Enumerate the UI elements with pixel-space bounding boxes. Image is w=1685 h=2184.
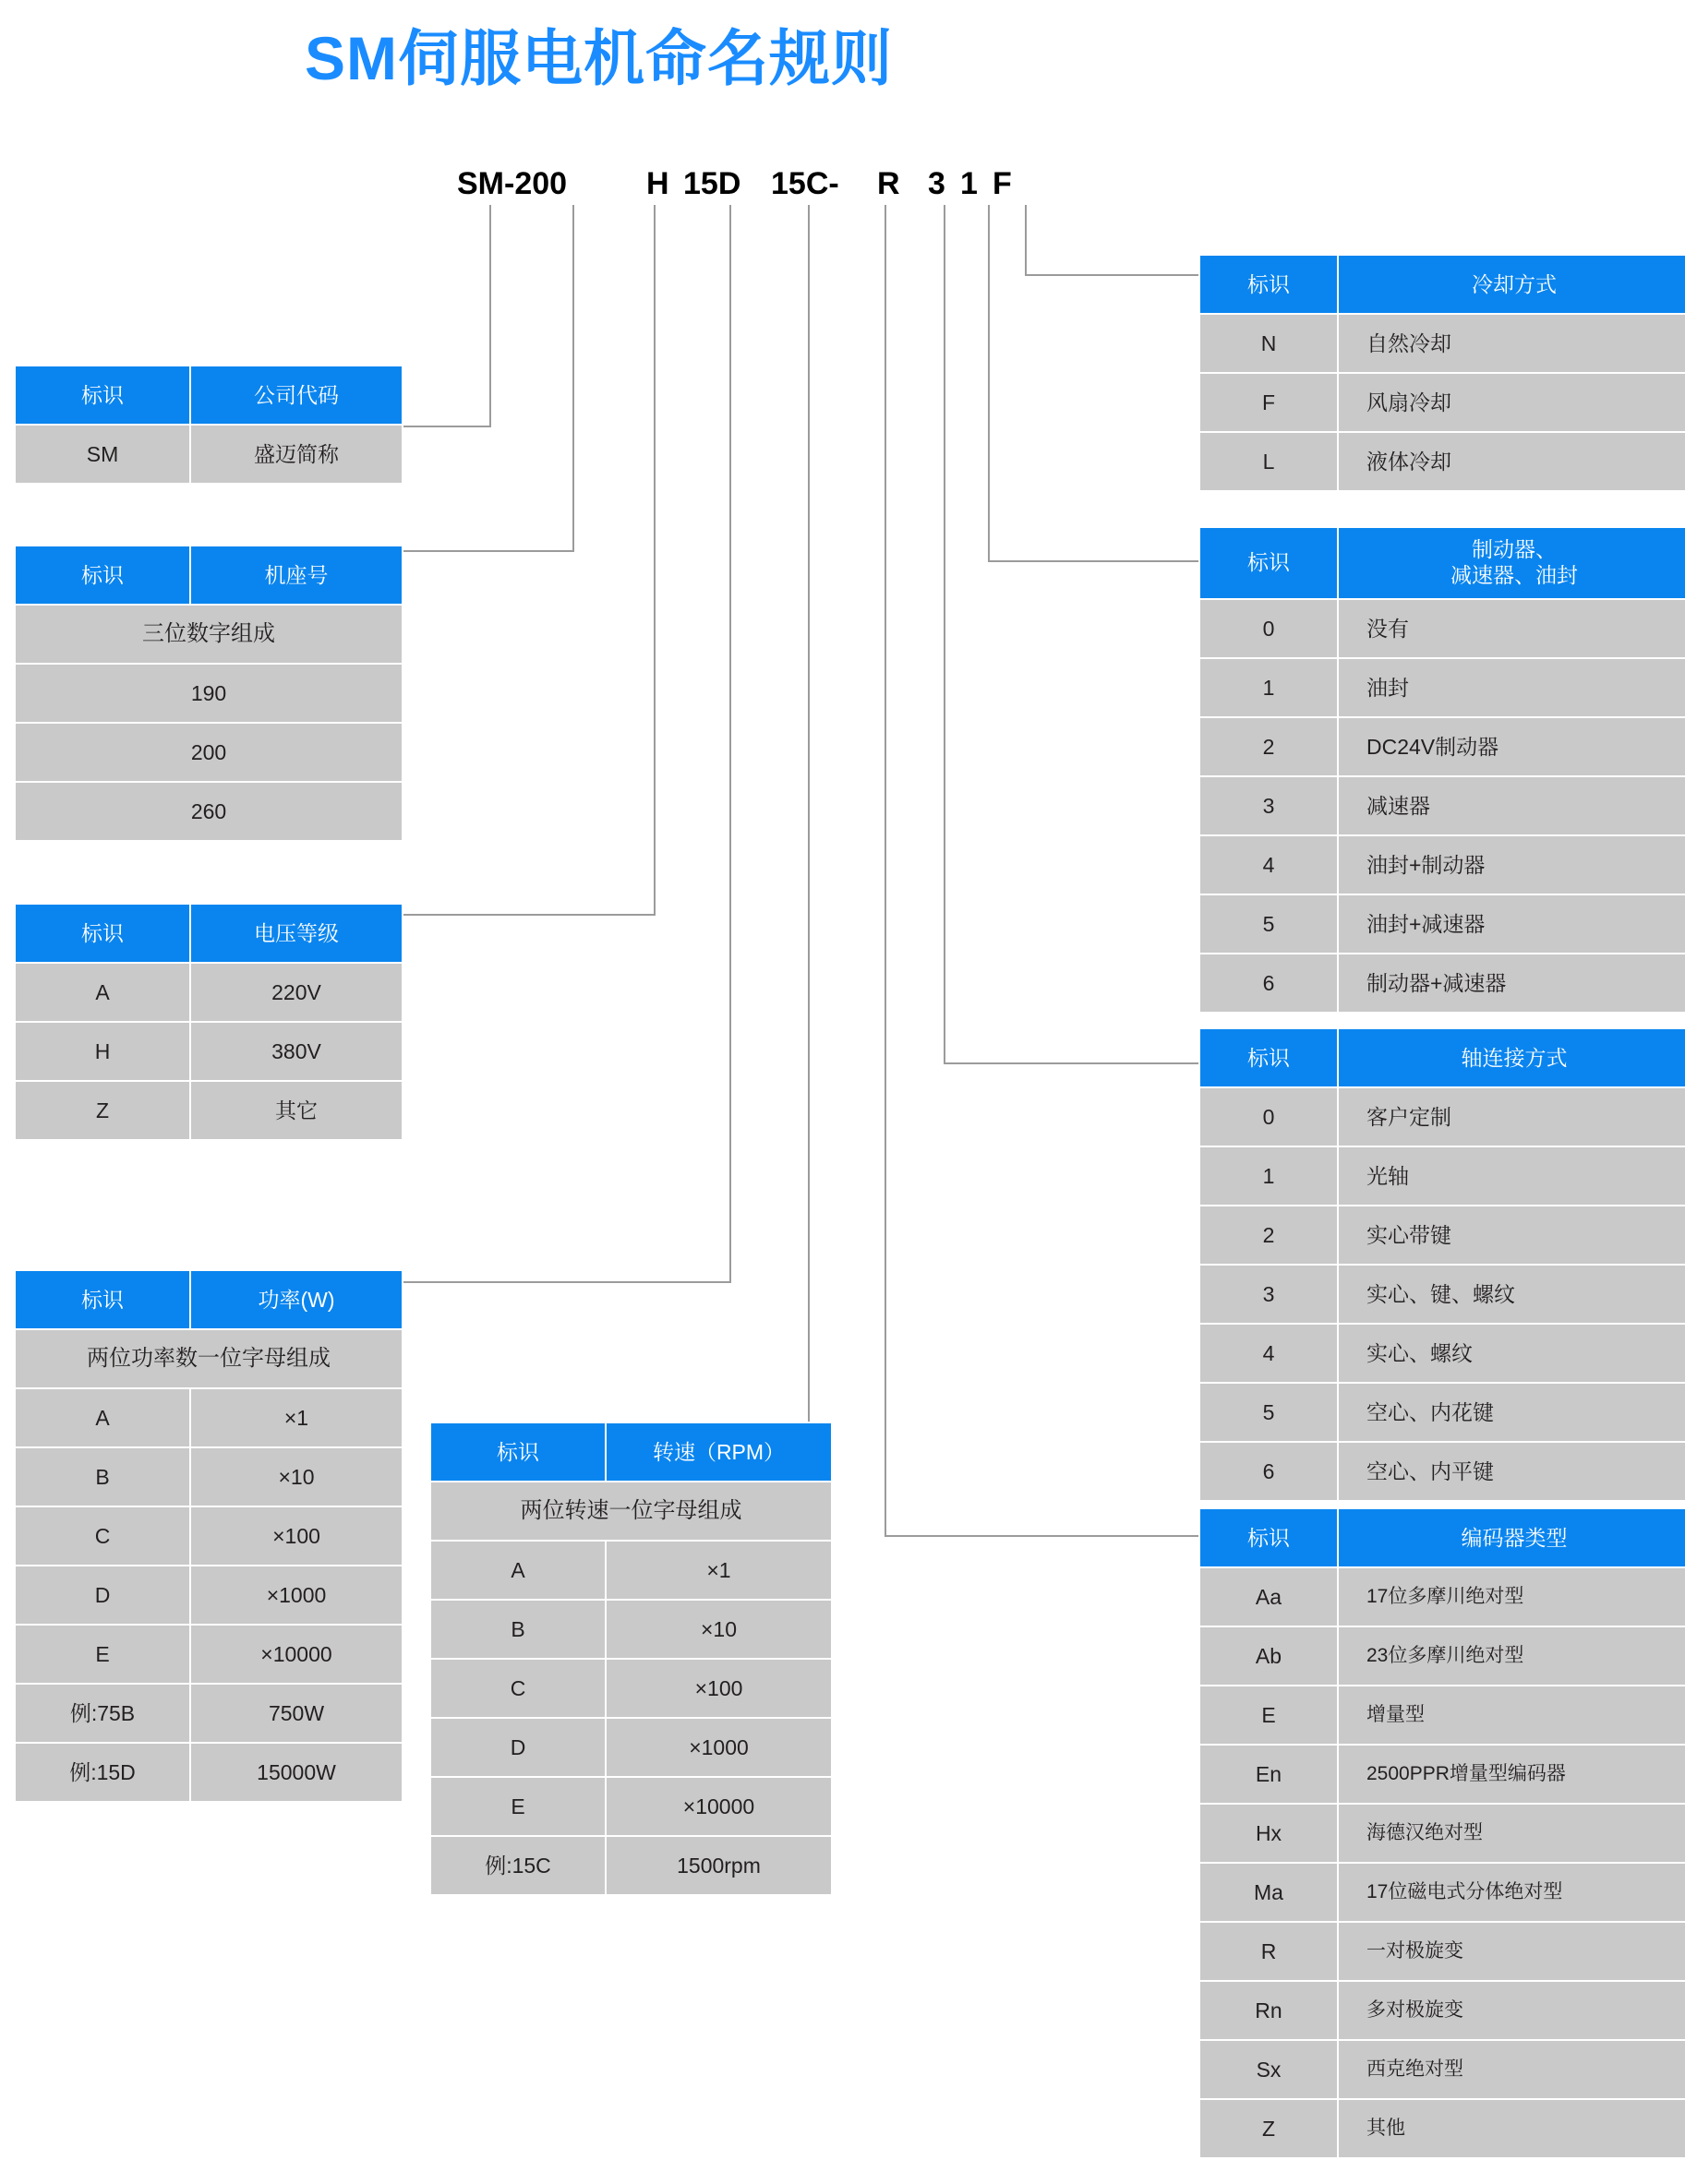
brake-cell-2: 2 — [1199, 717, 1338, 776]
voltage-value-z: 其它 — [190, 1081, 403, 1140]
table-row — [430, 1482, 832, 1541]
connector-brake-vertical — [988, 205, 990, 561]
table-row — [15, 366, 403, 425]
frame-value-200: 200 — [15, 723, 403, 782]
speed-header-title: 转速（RPM） — [606, 1422, 832, 1482]
frame-header-title: 机座号 — [190, 546, 403, 605]
speed-header-id: 标识 — [430, 1422, 606, 1482]
shaft-cell-1: 1 — [1199, 1146, 1338, 1206]
table-voltage-level — [14, 903, 403, 1141]
company-cell-sm: SM — [15, 425, 190, 484]
table-row — [1199, 599, 1685, 658]
brake-cell-3: 3 — [1199, 776, 1338, 835]
voltage-header-id: 标识 — [15, 904, 190, 963]
code-segment-3: 3 — [928, 166, 945, 201]
connector-shaft-horizontal — [944, 1062, 1198, 1064]
table-row — [15, 1506, 403, 1566]
table-row — [15, 605, 403, 664]
shaft-cell-0: 0 — [1199, 1087, 1338, 1146]
speed-cell-d: D — [430, 1718, 606, 1777]
table-speed — [429, 1422, 833, 1896]
table-row — [1199, 1922, 1685, 1981]
brake-cell-4: 4 — [1199, 835, 1338, 894]
power-cell-c: C — [15, 1506, 190, 1566]
shaft-header-title: 轴连接方式 — [1338, 1028, 1685, 1087]
connector-speed-vertical — [808, 205, 810, 1434]
speed-cell-b: B — [430, 1600, 606, 1659]
code-segment-r: R — [877, 166, 900, 201]
table-row — [1199, 255, 1685, 314]
encoder-value-aa: 17位多摩川绝对型 — [1338, 1567, 1685, 1626]
power-header-id: 标识 — [15, 1270, 190, 1329]
table-row — [1199, 1508, 1685, 1567]
speed-value-d: ×1000 — [606, 1718, 832, 1777]
encoder-value-r: 一对极旋变 — [1338, 1922, 1685, 1981]
shaft-value-2: 实心带键 — [1338, 1206, 1685, 1265]
shaft-cell-5: 5 — [1199, 1383, 1338, 1442]
encoder-value-e: 增量型 — [1338, 1686, 1685, 1745]
table-row — [1199, 1028, 1685, 1087]
table-row — [1199, 894, 1685, 954]
table-row — [15, 1625, 403, 1684]
speed-cell-example-15c: 例:15C — [430, 1836, 606, 1895]
brake-header-id: 标识 — [1199, 527, 1338, 599]
connector-power-horizontal — [380, 1281, 731, 1283]
table-row — [1199, 1206, 1685, 1265]
brake-header-title — [1338, 527, 1685, 599]
power-value-example-75b: 750W — [190, 1684, 403, 1743]
table-row — [430, 1718, 832, 1777]
table-row — [15, 782, 403, 841]
encoder-value-rn: 多对极旋变 — [1338, 1981, 1685, 2040]
table-row — [15, 904, 403, 963]
connector-shaft-vertical — [944, 205, 945, 1063]
brake-value-4: 油封+制动器 — [1338, 835, 1685, 894]
code-segment-f: F — [993, 166, 1012, 201]
connector-encoder-horizontal — [885, 1535, 1198, 1537]
voltage-cell-h: H — [15, 1022, 190, 1081]
encoder-cell-ab: Ab — [1199, 1626, 1338, 1686]
encoder-cell-rn: Rn — [1199, 1981, 1338, 2040]
encoder-header-title: 编码器类型 — [1338, 1508, 1685, 1567]
table-row — [15, 1684, 403, 1743]
cooling-value-l: 液体冷却 — [1338, 432, 1685, 491]
table-row — [1199, 2099, 1685, 2158]
table-row — [15, 723, 403, 782]
encoder-value-z: 其他 — [1338, 2099, 1685, 2158]
voltage-cell-z: Z — [15, 1081, 190, 1140]
table-row — [1199, 835, 1685, 894]
frame-value-190: 190 — [15, 664, 403, 723]
shaft-cell-4: 4 — [1199, 1324, 1338, 1383]
table-row — [1199, 1626, 1685, 1686]
code-segment-sm200: SM-200 — [457, 166, 568, 201]
table-row — [1199, 432, 1685, 491]
table-row — [1199, 1324, 1685, 1383]
cooling-value-f: 风扇冷却 — [1338, 373, 1685, 432]
table-row — [1199, 373, 1685, 432]
encoder-header-id: 标识 — [1199, 1508, 1338, 1567]
code-segment-1: 1 — [960, 166, 978, 201]
table-row — [430, 1541, 832, 1600]
table-row — [15, 1388, 403, 1447]
table-row — [1199, 1265, 1685, 1324]
table-frame-number — [14, 545, 403, 842]
table-row — [15, 664, 403, 723]
table-row — [430, 1836, 832, 1895]
power-cell-a: A — [15, 1388, 190, 1447]
cooling-header-id: 标识 — [1199, 255, 1338, 314]
power-value-e: ×10000 — [190, 1625, 403, 1684]
company-header-id: 标识 — [15, 366, 190, 425]
voltage-header-title: 电压等级 — [190, 904, 403, 963]
table-row — [1199, 1087, 1685, 1146]
cooling-cell-l: L — [1199, 432, 1338, 491]
table-row — [1199, 2040, 1685, 2099]
speed-value-a: ×1 — [606, 1541, 832, 1600]
table-row — [1199, 776, 1685, 835]
table-row — [1199, 1383, 1685, 1442]
table-row — [15, 546, 403, 605]
table-encoder-type — [1198, 1507, 1685, 2159]
speed-cell-c: C — [430, 1659, 606, 1718]
power-cell-d: D — [15, 1566, 190, 1625]
brake-cell-6: 6 — [1199, 954, 1338, 1013]
table-row — [1199, 1981, 1685, 2040]
table-row — [1199, 1745, 1685, 1804]
power-value-d: ×1000 — [190, 1566, 403, 1625]
shaft-header-id: 标识 — [1199, 1028, 1338, 1087]
table-row — [15, 1743, 403, 1802]
table-row — [15, 1270, 403, 1329]
table-row — [1199, 314, 1685, 373]
brake-value-1: 油封 — [1338, 658, 1685, 717]
brake-cell-5: 5 — [1199, 894, 1338, 954]
table-row — [15, 963, 403, 1022]
table-power — [14, 1269, 403, 1803]
brake-value-6: 制动器+减速器 — [1338, 954, 1685, 1013]
company-header-code: 公司代码 — [190, 366, 403, 425]
cooling-cell-f: F — [1199, 373, 1338, 432]
cooling-cell-n: N — [1199, 314, 1338, 373]
page-title: SM伺服电机命名规则 — [305, 24, 893, 92]
shaft-value-5: 空心、内花键 — [1338, 1383, 1685, 1442]
cooling-value-n: 自然冷却 — [1338, 314, 1685, 373]
table-row — [1199, 1804, 1685, 1863]
table-row — [1199, 527, 1685, 599]
encoder-value-sx: 西克绝对型 — [1338, 2040, 1685, 2099]
power-value-a: ×1 — [190, 1388, 403, 1447]
brake-value-5: 油封+减速器 — [1338, 894, 1685, 954]
power-value-example-15d: 15000W — [190, 1743, 403, 1802]
encoder-cell-e: E — [1199, 1686, 1338, 1745]
speed-cell-e: E — [430, 1777, 606, 1836]
table-row — [430, 1422, 832, 1482]
power-value-c: ×100 — [190, 1506, 403, 1566]
table-row — [15, 1081, 403, 1140]
table-row — [1199, 1567, 1685, 1626]
connector-encoder-vertical — [885, 205, 886, 1536]
table-row — [1199, 1146, 1685, 1206]
brake-cell-1: 1 — [1199, 658, 1338, 717]
table-row — [1199, 954, 1685, 1013]
table-row — [15, 1447, 403, 1506]
table-row — [15, 425, 403, 484]
encoder-cell-r: R — [1199, 1922, 1338, 1981]
table-company-code — [14, 365, 403, 485]
shaft-value-1: 光轴 — [1338, 1146, 1685, 1206]
shaft-value-6: 空心、内平键 — [1338, 1442, 1685, 1501]
brake-value-2: DC24V制动器 — [1338, 717, 1685, 776]
shaft-value-4: 实心、螺纹 — [1338, 1324, 1685, 1383]
table-row — [1199, 1686, 1685, 1745]
connector-cooling-horizontal — [1025, 274, 1198, 276]
connector-sm-vertical — [489, 205, 491, 426]
speed-span-note: 两位转速一位字母组成 — [430, 1482, 832, 1541]
speed-value-e: ×10000 — [606, 1777, 832, 1836]
table-row — [430, 1600, 832, 1659]
encoder-cell-ma: Ma — [1199, 1863, 1338, 1922]
table-row — [15, 1022, 403, 1081]
voltage-cell-a: A — [15, 963, 190, 1022]
connector-cooling-vertical — [1025, 205, 1027, 275]
table-row — [1199, 1863, 1685, 1922]
table-row — [430, 1659, 832, 1718]
encoder-cell-aa: Aa — [1199, 1567, 1338, 1626]
power-header-title: 功率(W) — [190, 1270, 403, 1329]
connector-frame-vertical — [572, 205, 574, 551]
shaft-cell-2: 2 — [1199, 1206, 1338, 1265]
encoder-cell-hx: Hx — [1199, 1804, 1338, 1863]
connector-frame-horizontal — [380, 550, 574, 552]
connector-voltage-horizontal — [380, 914, 656, 916]
table-row — [15, 1329, 403, 1388]
shaft-cell-6: 6 — [1199, 1442, 1338, 1501]
encoder-cell-en: En — [1199, 1745, 1338, 1804]
power-span-note: 两位功率数一位字母组成 — [15, 1329, 403, 1388]
shaft-value-0: 客户定制 — [1338, 1087, 1685, 1146]
connector-brake-horizontal — [988, 560, 1198, 562]
table-row — [1199, 1442, 1685, 1501]
encoder-value-en: 2500PPR增量型编码器 — [1338, 1745, 1685, 1804]
table-row — [430, 1777, 832, 1836]
power-cell-e: E — [15, 1625, 190, 1684]
code-segment-h: H — [646, 166, 669, 201]
connector-voltage-vertical — [654, 205, 656, 916]
table-row — [15, 1566, 403, 1625]
table-row — [1199, 717, 1685, 776]
encoder-cell-z: Z — [1199, 2099, 1338, 2158]
frame-value-260: 260 — [15, 782, 403, 841]
power-value-b: ×10 — [190, 1447, 403, 1506]
encoder-value-ab: 23位多摩川绝对型 — [1338, 1626, 1685, 1686]
frame-header-id: 标识 — [15, 546, 190, 605]
brake-value-3: 减速器 — [1338, 776, 1685, 835]
speed-value-c: ×100 — [606, 1659, 832, 1718]
voltage-value-h: 380V — [190, 1022, 403, 1081]
shaft-cell-3: 3 — [1199, 1265, 1338, 1324]
connector-power-vertical — [729, 205, 731, 1283]
encoder-value-hx: 海德汉绝对型 — [1338, 1804, 1685, 1863]
table-cooling — [1198, 254, 1685, 492]
brake-value-0: 没有 — [1338, 599, 1685, 658]
company-cell-name: 盛迈简称 — [190, 425, 403, 484]
cooling-header-title: 冷却方式 — [1338, 255, 1685, 314]
speed-value-b: ×10 — [606, 1600, 832, 1659]
table-shaft-connection — [1198, 1027, 1685, 1502]
brake-header-text-2: 减速器、油封 — [1450, 563, 1578, 587]
power-cell-example-15d: 例:15D — [15, 1743, 190, 1802]
voltage-value-a: 220V — [190, 963, 403, 1022]
shaft-value-3: 实心、键、螺纹 — [1338, 1265, 1685, 1324]
power-cell-example-75b: 例:75B — [15, 1684, 190, 1743]
frame-span-note: 三位数字组成 — [15, 605, 403, 664]
encoder-cell-sx: Sx — [1199, 2040, 1338, 2099]
brake-header-text-1: 制动器、 — [1472, 537, 1557, 562]
encoder-value-ma: 17位磁电式分体绝对型 — [1338, 1863, 1685, 1922]
table-brake-reducer-seal — [1198, 526, 1685, 1014]
speed-value-example-15c: 1500rpm — [606, 1836, 832, 1895]
code-segment-15c: 15C- — [771, 166, 839, 201]
speed-cell-a: A — [430, 1541, 606, 1600]
brake-cell-0: 0 — [1199, 599, 1338, 658]
code-segment-15d: 15D — [683, 166, 741, 201]
table-row — [1199, 658, 1685, 717]
power-cell-b: B — [15, 1447, 190, 1506]
